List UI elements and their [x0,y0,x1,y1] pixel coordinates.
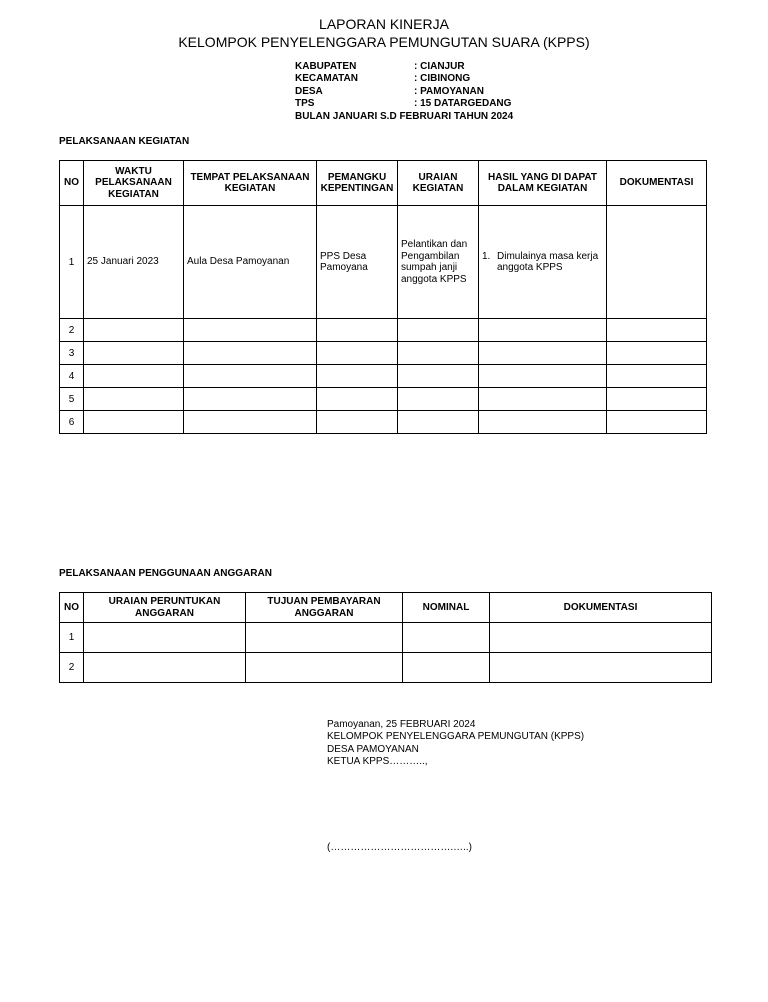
table-row [60,206,707,319]
meta-label: KECAMATAN [295,73,358,85]
meta-value: : CIBINONG [414,73,471,85]
cell-hasil [479,411,607,434]
cell-hasil [479,365,607,388]
col-header-tempat: TEMPAT PELAKSANAAN KEGIATAN [184,161,317,206]
table-row [60,319,707,342]
cell-dokumentasi [490,653,712,683]
cell-no: 2 [60,319,84,342]
cell-dokumentasi [607,411,707,434]
cell-uraian [398,388,479,411]
cell-no: 2 [60,653,84,683]
col-header-pemangku: PEMANGKU KEPENTINGAN [317,161,398,206]
col-header-no: NO [60,161,84,206]
cell-no: 5 [60,388,84,411]
meta-value: : CIANJUR [414,61,465,72]
col-header-tujuan-pembayaran: TUJUAN PEMBAYARAN ANGGARAN [246,593,403,623]
cell-no: 6 [60,411,84,434]
cell-pemangku [317,319,398,342]
col-header-nominal: NOMINAL [403,593,490,623]
cell-tujuan-pembayaran [246,623,403,653]
cell-no: 1 [60,623,84,653]
cell-waktu [84,365,184,388]
signature-org: KELOMPOK PENYELENGGARA PEMUNGUTAN (KPPS) [327,731,585,743]
cell-no: 4 [60,365,84,388]
cell-waktu [84,342,184,365]
cell-hasil [479,388,607,411]
col-header-uraian-peruntukan: URAIAN PERUNTUKAN ANGGARAN [84,593,246,623]
signature-role: KETUA KPPS……….., [327,755,428,767]
cell-waktu: 25 Januari 2023 [84,206,184,319]
document-title: LAPORAN KINERJA [319,16,449,32]
hasil-list-number: 1. [482,250,491,262]
cell-dokumentasi [607,319,707,342]
cell-pemangku: PPS Desa Pamoyana [317,206,398,319]
meta-label: KABUPATEN [295,61,357,72]
cell-tujuan-pembayaran [246,653,403,683]
col-header-hasil: HASIL YANG DI DAPAT DALAM KEGIATAN [479,161,607,206]
cell-hasil [479,342,607,365]
cell-uraian-peruntukan [84,623,246,653]
cell-dokumentasi [607,388,707,411]
cell-tempat [184,411,317,434]
document-subtitle: KELOMPOK PENYELENGGARA PEMUNGUTAN SUARA (KPPS) [178,34,590,50]
meta-label: TPS [295,98,315,110]
table-header-row [60,161,707,206]
cell-nominal [403,653,490,683]
hasil-list-text: Dimulainya masa kerja anggota KPPS [497,250,599,273]
section-title-anggaran: PELAKSANAAN PENGGUNAAN ANGGARAN [59,568,272,579]
cell-dokumentasi [490,623,712,653]
hasil-list-item [482,251,603,274]
meta-kecamatan [295,73,513,85]
kegiatan-table [59,160,707,434]
cell-waktu [84,388,184,411]
cell-dokumentasi [607,342,707,365]
meta-desa [295,86,513,98]
cell-uraian: Pelantikan dan Pengambilan sumpah janji anggota KPPS [398,206,479,319]
table-row [60,653,712,683]
cell-dokumentasi [607,206,707,319]
cell-uraian [398,342,479,365]
cell-tempat [184,388,317,411]
report-meta [295,61,513,123]
table-row [60,365,707,388]
table-header-row [60,593,712,623]
cell-uraian [398,319,479,342]
meta-label: DESA [295,85,323,97]
cell-pemangku [317,411,398,434]
table-row [60,342,707,365]
col-header-no: NO [60,593,84,623]
col-header-dokumentasi: DOKUMENTASI [490,593,712,623]
cell-uraian [398,411,479,434]
cell-dokumentasi [607,365,707,388]
meta-value: : PAMOYANAN [414,85,485,97]
anggaran-table [59,592,712,683]
signature-name-line: (……………………………….…..) [327,842,472,853]
col-header-uraian: URAIAN KEGIATAN [398,161,479,206]
cell-no: 3 [60,342,84,365]
cell-tempat [184,319,317,342]
report-period: BULAN JANUARI S.D FEBRUARI TAHUN 2024 [295,110,514,122]
cell-hasil [479,319,607,342]
cell-waktu [84,319,184,342]
meta-tps [295,98,513,110]
meta-value: : 15 DATARGEDANG [414,98,512,110]
cell-hasil [479,206,607,319]
cell-no: 1 [60,206,84,319]
cell-uraian [398,365,479,388]
cell-tempat: Aula Desa Pamoyanan [184,206,317,319]
signature-place-date: Pamoyanan, 25 FEBRUARI 2024 [327,719,476,730]
table-row [60,388,707,411]
section-title-kegiatan: PELAKSANAAN KEGIATAN [59,136,190,147]
table-row [60,623,712,653]
cell-pemangku [317,365,398,388]
cell-tempat [184,342,317,365]
cell-uraian-peruntukan [84,653,246,683]
cell-tempat [184,365,317,388]
signature-block [327,719,584,768]
cell-waktu [84,411,184,434]
col-header-dokumentasi: DOKUMENTASI [607,161,707,206]
signature-village: DESA PAMOYANAN [327,743,419,755]
cell-nominal [403,623,490,653]
table-row [60,411,707,434]
cell-pemangku [317,388,398,411]
col-header-waktu: WAKTU PELAKSANAAN KEGIATAN [84,161,184,206]
meta-kabupaten [295,61,513,73]
cell-pemangku [317,342,398,365]
